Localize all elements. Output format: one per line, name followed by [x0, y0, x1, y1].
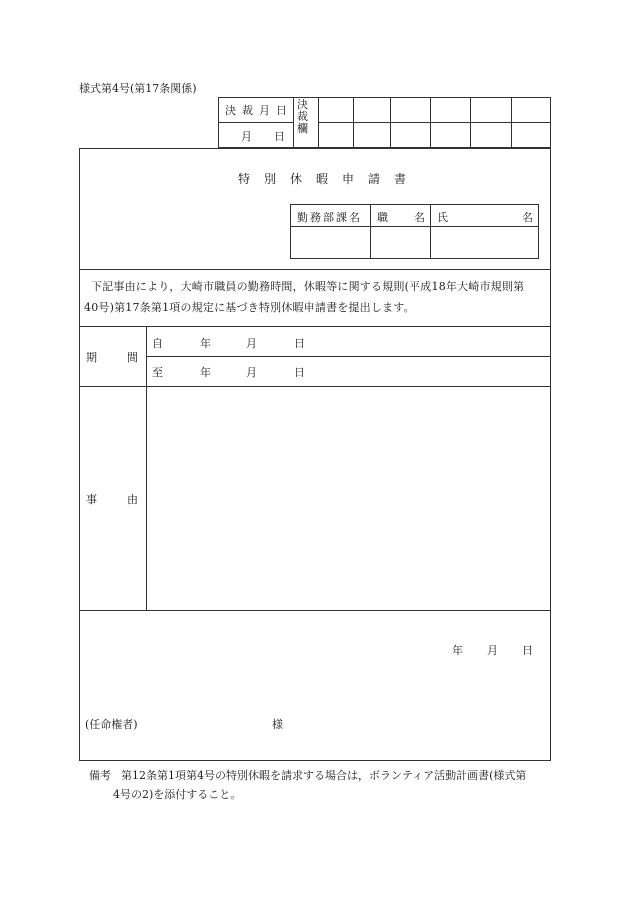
period-from-year: 年 — [200, 337, 211, 350]
appointer-label: (任命権者) — [85, 718, 138, 731]
position-label: 職 名 — [377, 211, 425, 224]
position-field[interactable] — [372, 228, 428, 257]
period-to-month: 月 — [246, 366, 257, 379]
reason-label: 事 由 — [86, 493, 138, 506]
approval-day-label: 日 — [274, 130, 285, 143]
date-month: 月 — [487, 644, 498, 657]
statement-line-2: 40号)第17条第1項の規定に基づき特別休暇申請書を提出します。 — [84, 301, 415, 314]
note-line-2: 4号の2)を添付すること。 — [113, 788, 242, 801]
date-year: 年 — [452, 644, 463, 657]
period-from-label: 自 — [152, 337, 163, 350]
reason-field[interactable] — [148, 388, 549, 608]
name-label: 氏 名 — [437, 211, 533, 224]
period-label: 期 間 — [86, 351, 138, 364]
form-title: 特別休暇申請書 — [238, 172, 421, 186]
period-to-day: 日 — [294, 366, 305, 379]
department-label: 勤務部課名 — [297, 211, 362, 224]
period-to-label: 至 — [152, 366, 163, 379]
period-from-month: 月 — [246, 337, 257, 350]
honorific: 様 — [272, 718, 283, 731]
form-number: 様式第4号(第17条関係) — [79, 82, 197, 95]
period-from-day: 日 — [294, 337, 305, 350]
statement-line-1: 下記事由により，大崎市職員の勤務時間，休暇等に関する規則(平成18年大崎市規則第 — [91, 280, 525, 293]
approval-date-label: 決裁月日 — [225, 104, 293, 117]
approval-month-label: 月 — [241, 130, 252, 143]
name-field[interactable] — [432, 228, 537, 257]
approval-column-label: 決裁欄 — [297, 98, 308, 135]
note-label: 備考 — [89, 769, 111, 782]
note-line-1: 第12条第1項第4号の特別休暇を請求する場合は，ボランティア活動計画書(様式第 — [121, 769, 527, 782]
period-to-year: 年 — [200, 366, 211, 379]
date-day: 日 — [522, 644, 533, 657]
department-field[interactable] — [292, 228, 368, 257]
